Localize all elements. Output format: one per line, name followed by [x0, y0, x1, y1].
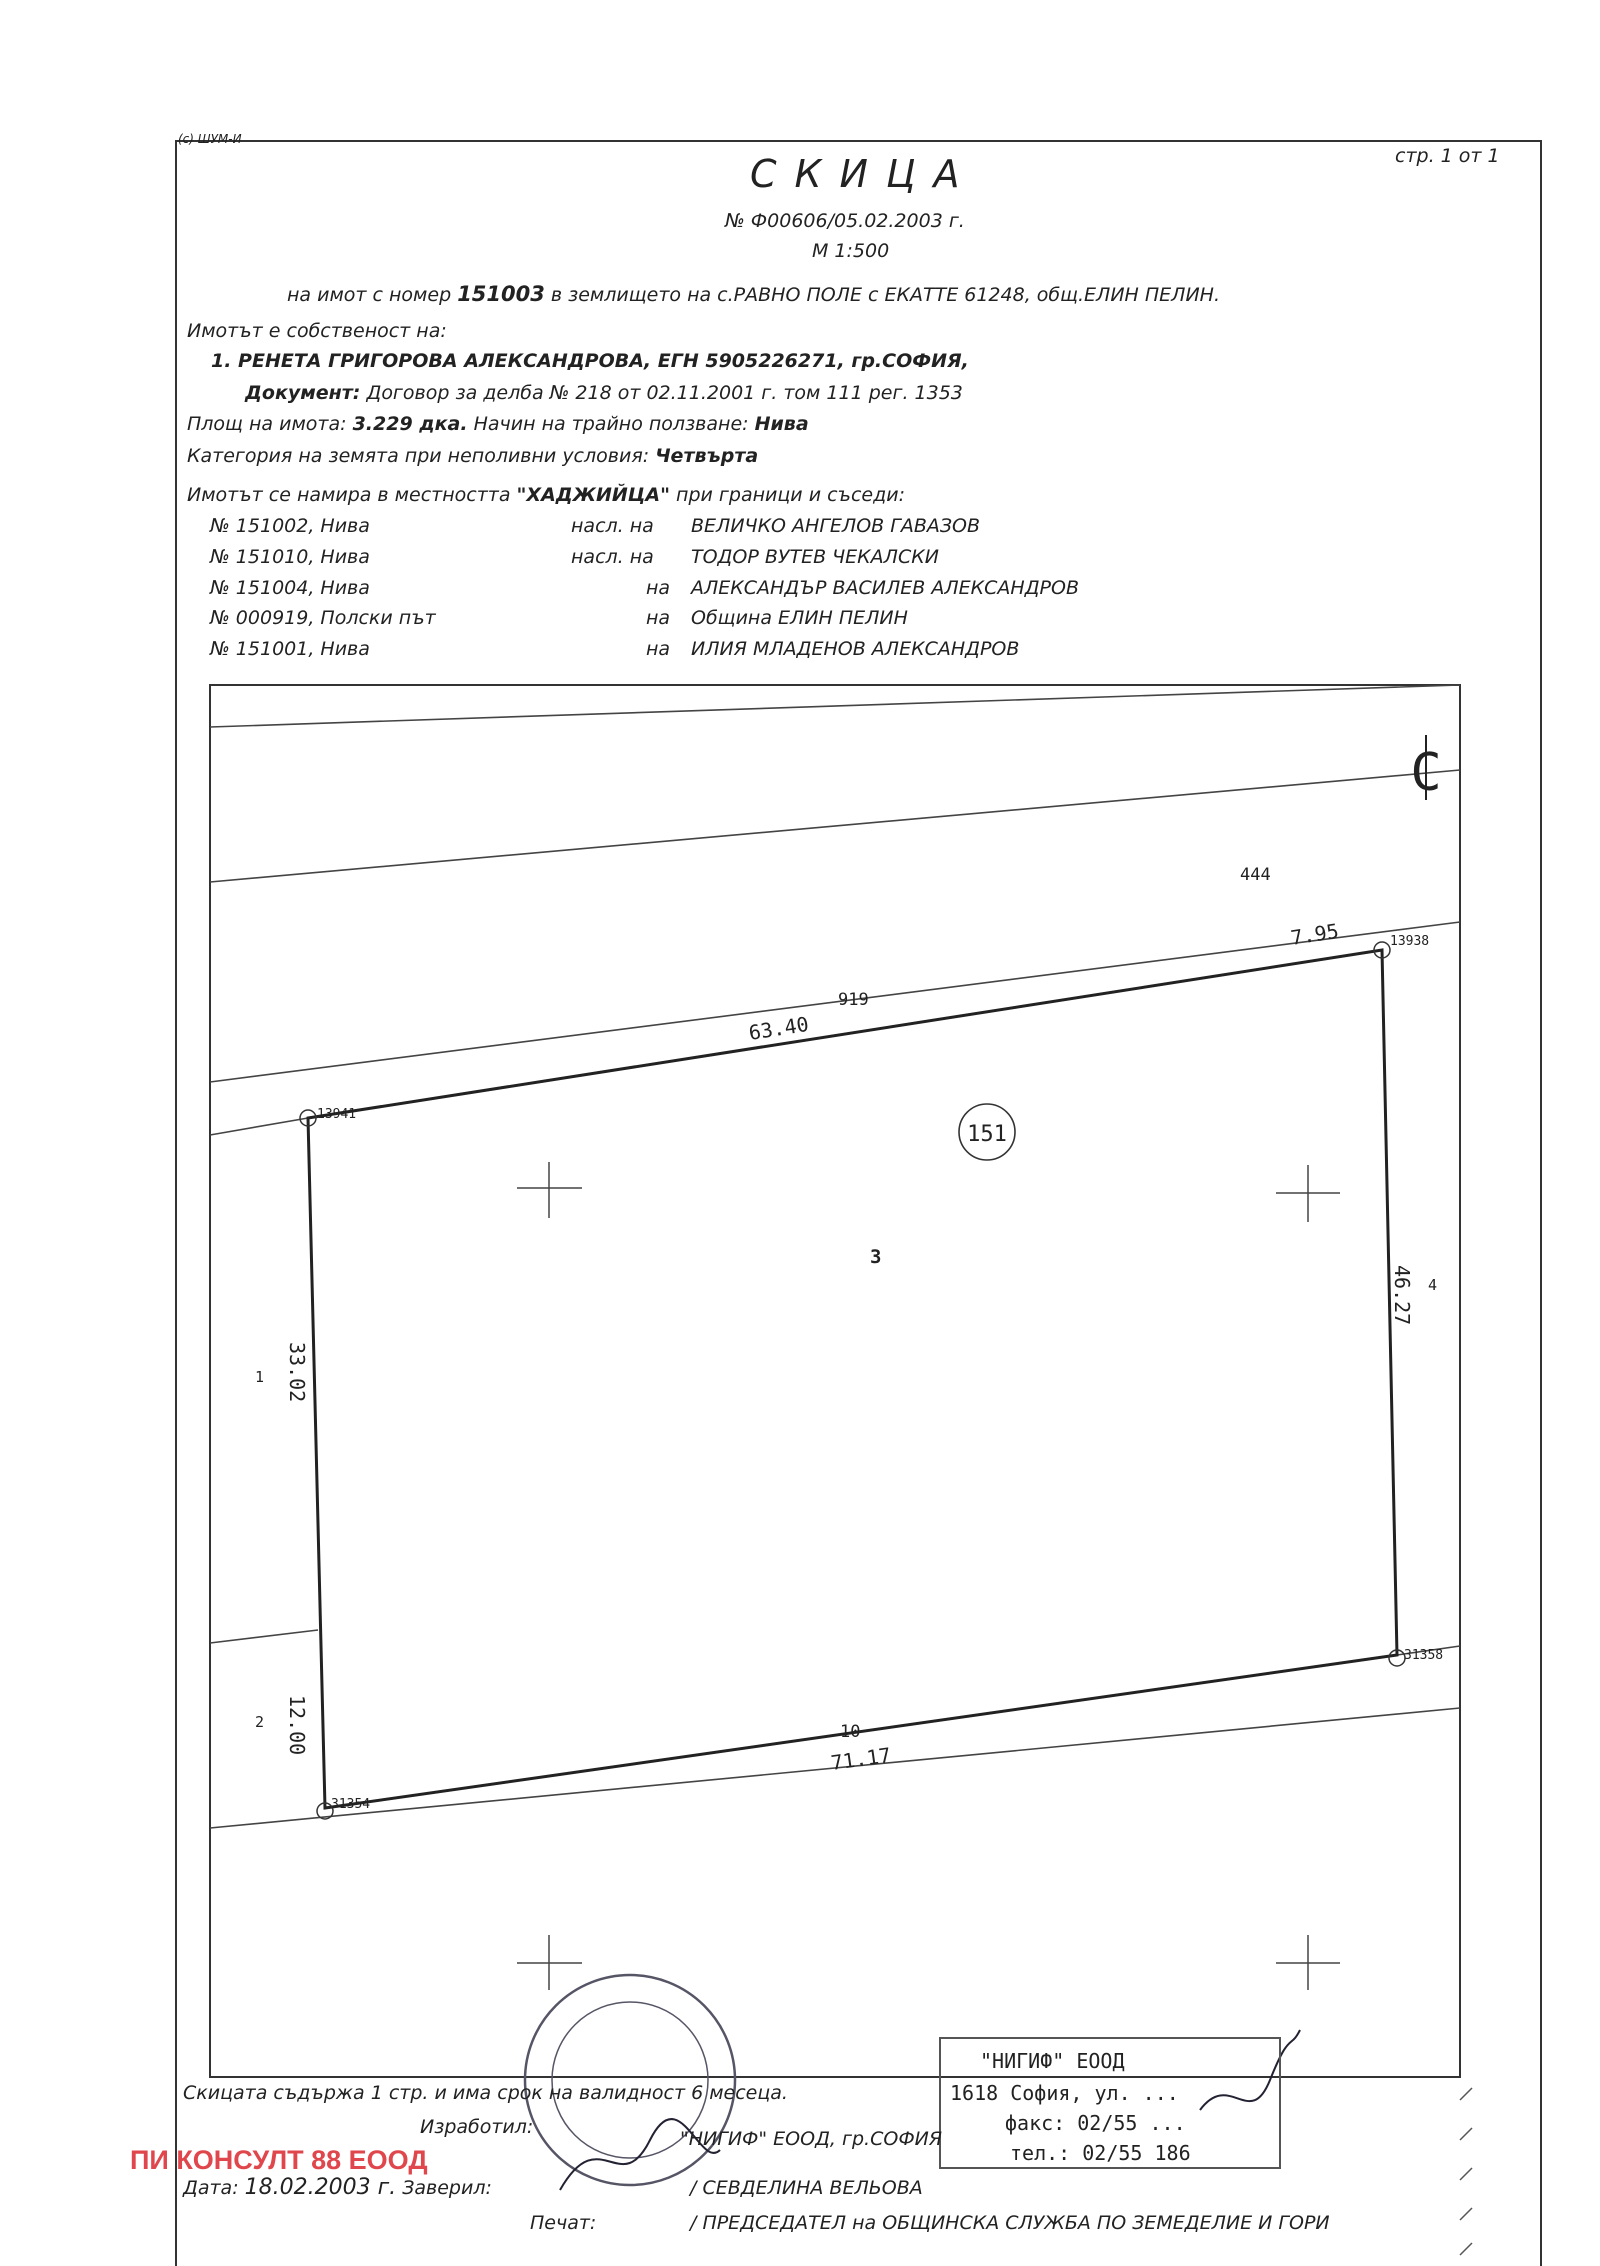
north-arrow-icon — [1410, 735, 1441, 803]
neighbour-id: № 151001, Нива — [210, 638, 370, 660]
location-prefix: Имотът се намира в местността — [187, 484, 511, 506]
dimension-right: 46.27 — [1390, 1265, 1414, 1326]
neighbour-id: № 151004, Нива — [210, 577, 370, 599]
point-number: 31358 — [1404, 1648, 1444, 1663]
neighbour-rel: насл. на — [571, 515, 654, 537]
svg-text:С: С — [1410, 743, 1442, 803]
neighbour-id: № 151010, Нива — [210, 546, 370, 568]
point-number: 31354 — [331, 1797, 371, 1812]
dimension-bottom: 71.17 — [829, 1742, 893, 1775]
date-value: 18.02.2003 г. — [244, 2175, 397, 2200]
neighbour-name: ТОДОР ВУТЕВ ЧЕКАЛСКИ — [691, 546, 939, 568]
document-number: № Ф00606/05.02.2003 г. — [725, 210, 965, 232]
use-label: Начин на трайно ползване: — [473, 413, 749, 435]
dimension-left-lower: 12.00 — [285, 1695, 309, 1756]
certifier-name: / СЕВДЕЛИНА ВЕЛЬОВА — [690, 2177, 923, 2199]
grid-cross — [1276, 1165, 1340, 1222]
neighbour-rel: на — [646, 638, 671, 660]
use-value: Нива — [754, 413, 809, 435]
document-label: Документ: — [245, 382, 361, 404]
interior-label: 3 — [870, 1246, 882, 1268]
neighbour-label-4: 4 — [1428, 1276, 1438, 1294]
neighbour-id: № 151002, Нива — [210, 515, 370, 537]
certified-label: Заверил: — [402, 2177, 492, 2199]
property-number: 151003 — [457, 282, 545, 306]
neighbour-name: АЛЕКСАНДЪР ВАСИЛЕВ АЛЕКСАНДРОВ — [691, 577, 1079, 599]
neighbour-rel: на — [646, 577, 671, 599]
dimension-top-right: 7.95 — [1289, 918, 1341, 950]
neighbour-label-2: 2 — [255, 1713, 265, 1731]
parcel-outline — [308, 950, 1397, 1808]
road-edge — [210, 1118, 308, 1135]
stamp-line: факс: 02/55 ... — [1005, 2111, 1186, 2135]
dimension-top: 63.40 — [747, 1011, 811, 1045]
neighbour-name: ВЕЛИЧКО АНГЕЛОВ ГАВАЗОВ — [691, 515, 981, 537]
stamp-label: Печат: — [530, 2212, 597, 2234]
watermark: ПИ КОНСУЛТ 88 ЕООД — [130, 2145, 428, 2175]
chair-line: / ПРЕДСЕДАТЕЛ на ОБЩИНСКА СЛУЖБА ПО ЗЕМЕДЕЛИЕ И ГОРИ — [690, 2212, 1330, 2234]
scale: М 1:500 — [812, 240, 890, 262]
boundary-line — [210, 1630, 318, 1643]
map-frame — [210, 685, 1460, 2077]
neighbour-name: Община ЕЛИН ПЕЛИН — [691, 607, 908, 629]
corner-label: (c) ШУМ-И — [178, 132, 242, 146]
date-label: Дата: — [183, 2177, 239, 2199]
boundary-line — [210, 770, 1460, 882]
owner-intro: Имотът е собственост на: — [187, 320, 447, 342]
point-number: 13941 — [317, 1107, 357, 1122]
property-prefix: на имот с номер — [287, 284, 452, 306]
neighbour-rel: насл. на — [571, 546, 654, 568]
round-stamp — [525, 1975, 735, 2185]
neighbour-id: № 000919, Полски път — [210, 607, 436, 629]
prepared-by: "НИГИФ" ЕООД, гр.СОФИЯ — [680, 2128, 943, 2150]
neighbour-label-1: 1 — [255, 1368, 265, 1386]
point-number: 13938 — [1390, 934, 1430, 949]
owner-name: 1. РЕНЕТА ГРИГОРОВА АЛЕКСАНДРОВА, ЕГН 5905226271, гр.СОФИЯ, — [211, 350, 969, 372]
grid-cross — [517, 1935, 582, 1990]
stamp-line: 1618 София, ул. ... — [950, 2081, 1179, 2105]
page-info: стр. 1 от 1 — [1395, 145, 1500, 167]
road-edge — [210, 922, 1460, 1082]
stamp-line: "НИГИФ" ЕООД — [980, 2049, 1125, 2073]
neighbour-name: ИЛИЯ МЛАДЕНОВ АЛЕКСАНДРОВ — [691, 638, 1020, 660]
stamp-line: тел.: 02/55 186 — [1010, 2141, 1191, 2165]
location-suffix: при граници и съседи: — [676, 484, 905, 506]
block-label-10: 10 — [840, 1722, 861, 1742]
footer-contains: Скицата съдържа 1 стр. и има срок на валидност 6 месеца. — [183, 2082, 788, 2104]
date-line — [183, 2175, 492, 2200]
category-label: Категория на земята при неполивни условия: — [187, 445, 650, 467]
grid-cross — [517, 1162, 582, 1218]
document-title: СКИЦА — [750, 152, 978, 196]
block-label-444: 444 — [1240, 865, 1271, 885]
dimension-left-upper: 33.02 — [285, 1342, 309, 1403]
signature — [1200, 2030, 1300, 2110]
boundary-line — [210, 685, 1460, 727]
neighbour-rel: на — [646, 607, 671, 629]
parcel-number: 151 — [967, 1122, 1007, 1147]
category-value: Четвърта — [655, 445, 759, 467]
road-label-919: 919 — [838, 990, 869, 1010]
document-text: Договор за делба № 218 от 02.11.2001 г. том 111 рег. 1353 — [366, 382, 963, 404]
area-label: Площ на имота: — [187, 413, 347, 435]
grid-cross — [1276, 1935, 1340, 1990]
property-rest: в землището на с.РАВНО ПОЛЕ с ЕКАТТЕ 61248, общ.ЕЛИН ПЕЛИН. — [550, 284, 1220, 306]
prepared-label: Изработил: — [420, 2116, 534, 2138]
area-value: 3.229 дка. — [352, 413, 468, 435]
location-name: "ХАДЖИЙЦА" — [516, 484, 670, 506]
